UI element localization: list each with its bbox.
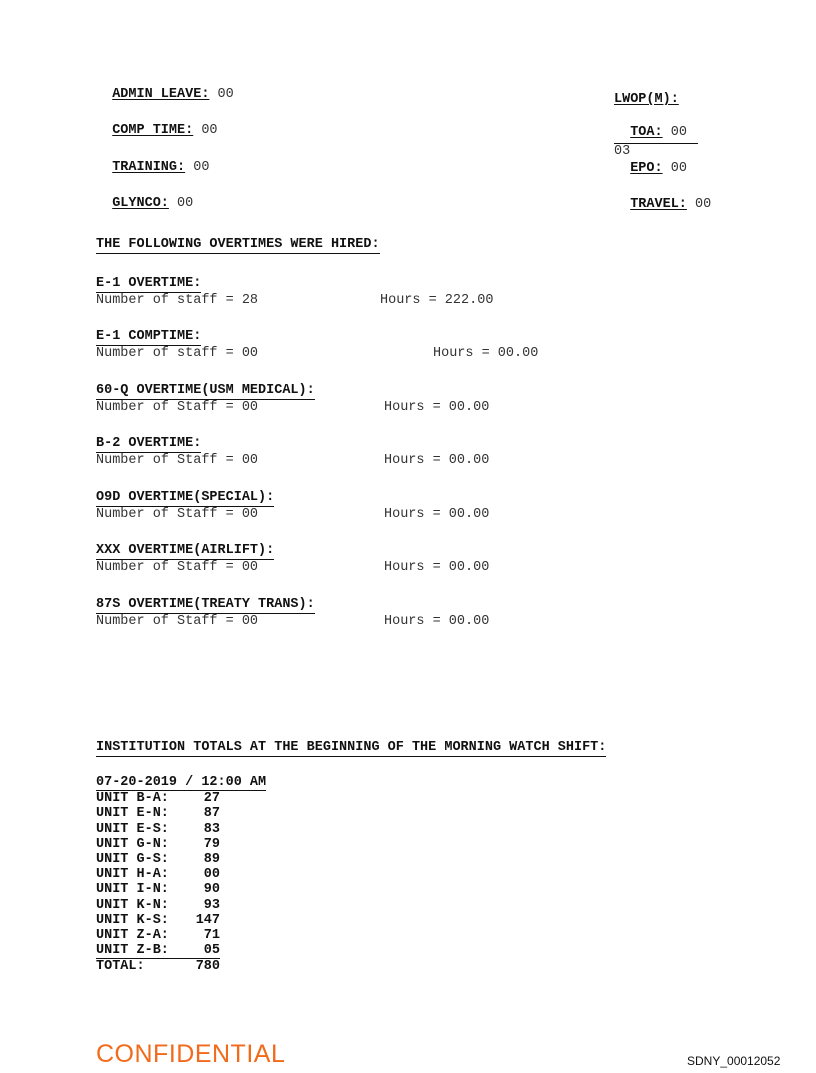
training-label: TRAINING: (112, 160, 186, 175)
totals-heading: INSTITUTION TOTALS AT THE BEGINNING OF THE MORNING WATCH SHIFT: (96, 740, 607, 755)
unit-count: 05 (203, 943, 220, 959)
overtime-xxx (96, 540, 796, 576)
unit-row (96, 943, 266, 959)
overtime-staff: Number of Staff = 00 (96, 614, 259, 629)
admin-leave-value: 00 (217, 87, 234, 102)
total-value: 780 (195, 959, 220, 975)
comp-time-label: COMP TIME: (112, 123, 194, 138)
travel-label: TRAVEL: (630, 197, 687, 212)
overtime-title: E-1 OVERTIME: (96, 276, 202, 291)
unit-count: 27 (203, 791, 220, 807)
admin-leave-label: ADMIN LEAVE: (112, 87, 210, 102)
overtime-title: XXX OVERTIME(AIRLIFT): (96, 543, 275, 558)
bates-number: SDNY_00012052 (687, 1054, 781, 1068)
overtime-o9d (96, 487, 796, 523)
unit-count: 79 (203, 836, 220, 852)
overtime-staff: Number of Staff = 00 (96, 453, 259, 468)
unit-row (96, 822, 266, 837)
toa (614, 110, 687, 140)
unit-name: UNIT K-N: (96, 897, 169, 913)
overtime-60q (96, 380, 796, 416)
overtime-title: 87S OVERTIME(TREATY TRANS): (96, 597, 315, 612)
overtime-staff: Number of staff = 28 (96, 293, 259, 308)
overtime-hours: Hours = 00.00 (384, 560, 490, 575)
overtime-title: E-1 COMPTIME: (96, 329, 202, 344)
unit-count: 89 (203, 852, 220, 868)
overtime-hours: Hours = 00.00 (384, 614, 490, 629)
toa-label: TOA: (630, 125, 663, 140)
overtime-title: B-2 OVERTIME: (96, 436, 202, 451)
epo (614, 146, 687, 176)
lwop-m-value: 03 (614, 143, 698, 159)
overtime-87s (96, 594, 796, 630)
overtime-hours: Hours = 00.00 (433, 346, 539, 361)
unit-row (96, 913, 266, 928)
glynco-label: GLYNCO: (112, 196, 169, 211)
unit-name: UNIT G-N: (96, 836, 169, 852)
overtime-hours: Hours = 00.00 (384, 507, 490, 522)
unit-count: 87 (203, 806, 220, 822)
overtime-title: 60-Q OVERTIME(USM MEDICAL): (96, 383, 315, 398)
unit-name: UNIT H-A: (96, 867, 169, 883)
unit-row (96, 837, 266, 852)
unit-row (96, 791, 266, 806)
overtime-hours: Hours = 00.00 (384, 453, 490, 468)
unit-count: 147 (195, 912, 220, 928)
unit-name: UNIT G-S: (96, 852, 169, 868)
overtime-hours: Hours = 00.00 (384, 400, 490, 415)
confidential-stamp: CONFIDENTIAL (96, 1040, 286, 1068)
toa-value: 00 (670, 125, 687, 140)
training-value: 00 (193, 160, 210, 175)
overtime-heading: THE FOLLOWING OVERTIMES WERE HIRED: (96, 237, 380, 252)
unit-row (96, 806, 266, 821)
overtime-staff: Number of staff = 00 (96, 346, 259, 361)
admin-leave (96, 72, 234, 102)
unit-name: UNIT I-N: (96, 882, 169, 898)
unit-row (96, 898, 266, 913)
overtime-staff: Number of Staff = 00 (96, 560, 259, 575)
overtime-staff: Number of Staff = 00 (96, 400, 259, 415)
unit-name: UNIT Z-A: (96, 928, 169, 944)
comptime-e1 (96, 326, 796, 362)
epo-value: 00 (670, 161, 687, 176)
unit-name: UNIT E-S: (96, 821, 169, 837)
unit-count: 00 (203, 867, 220, 883)
comp-time (96, 108, 218, 138)
travel (614, 182, 711, 212)
comp-time-value: 00 (201, 123, 218, 138)
total-row (96, 959, 266, 974)
unit-row (96, 852, 266, 867)
total-label: TOTAL: (96, 959, 145, 975)
unit-count: 83 (203, 821, 220, 837)
glynco (96, 181, 193, 211)
unit-count: 93 (203, 897, 220, 913)
training (96, 145, 209, 175)
unit-name: UNIT B-A: (96, 791, 169, 807)
overtime-hours: Hours = 222.00 (380, 293, 494, 308)
travel-value: 00 (695, 197, 712, 212)
glynco-value: 00 (177, 196, 194, 211)
unit-totals-list (96, 775, 266, 975)
overtime-b2 (96, 433, 796, 469)
unit-count: 90 (203, 882, 220, 898)
lwop-m-label: LWOP(M): (614, 92, 679, 107)
unit-name: UNIT Z-B: (96, 943, 169, 959)
unit-name: UNIT E-N: (96, 806, 169, 822)
unit-name: UNIT K-S: (96, 912, 169, 928)
unit-count: 71 (203, 928, 220, 944)
unit-row (96, 882, 266, 897)
unit-row (96, 867, 266, 882)
unit-row (96, 928, 266, 943)
totals-date: 07-20-2019 / 12:00 AM (96, 775, 267, 790)
overtime-staff: Number of Staff = 00 (96, 507, 259, 522)
overtime-title: O9D OVERTIME(SPECIAL): (96, 490, 275, 505)
overtime-e1 (96, 273, 796, 309)
epo-label: EPO: (630, 161, 663, 176)
